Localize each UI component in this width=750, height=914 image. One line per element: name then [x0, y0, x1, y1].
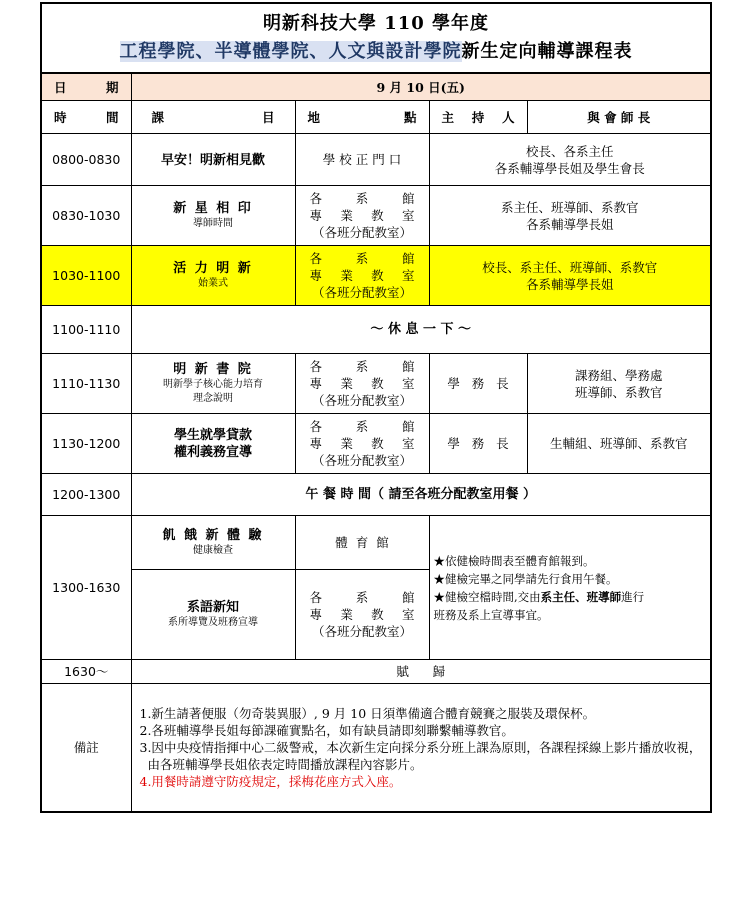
- place-text: 各: [309, 590, 323, 605]
- people-line: 班導師、系教官: [574, 384, 663, 400]
- note-line: 班務及系上宣導事宜。: [433, 607, 549, 622]
- place-text: （各班分配教室）: [311, 393, 412, 408]
- course-name: 早安！明新相見歡: [160, 152, 265, 168]
- host-cell: 學 務 長: [429, 414, 527, 474]
- place-text: 系: [355, 251, 369, 266]
- place-text: 室: [401, 268, 415, 283]
- header-row: [41, 101, 711, 134]
- place-cell: [295, 570, 429, 660]
- remarks-content: [131, 684, 711, 812]
- course-sub: 始業式: [198, 278, 228, 289]
- people-cell: [429, 186, 711, 246]
- header-course: 課: [151, 109, 165, 125]
- place-text: 館: [401, 251, 415, 266]
- people-cell: [429, 134, 711, 186]
- time-cell: 1110-1130: [41, 354, 131, 414]
- place-text: 教: [371, 607, 384, 622]
- place-text: 室: [401, 376, 415, 391]
- place-cell: [295, 246, 429, 306]
- table-row-highlighted: [41, 246, 711, 306]
- place-text: （各班分配教室）: [311, 225, 412, 240]
- time-cell: 1630～: [41, 660, 131, 684]
- place-text: 教: [371, 376, 384, 391]
- place-text: （各班分配教室）: [311, 624, 412, 639]
- dismiss-cell: 賦 歸: [131, 660, 711, 684]
- header-time: 間: [105, 109, 119, 125]
- break-cell: ～ 休 息 一 下 ～: [131, 306, 711, 354]
- place-text: 業: [340, 268, 353, 283]
- date-value: 9 月 10 日(五): [131, 73, 711, 101]
- table-row: [41, 516, 711, 570]
- note-text: 進行: [621, 589, 645, 604]
- course-sub: 導師時間: [193, 218, 233, 229]
- place-text: 館: [401, 359, 415, 374]
- time-cell: 1130-1200: [41, 414, 131, 474]
- header-host: 人: [501, 109, 515, 125]
- place-text: 各: [309, 419, 323, 434]
- remark-item: 3.因中央疫情指揮中心二級警戒，本次新生定向採分系分班上課為原則，各課程採線上影片播放收視，由各班輔導學長姐依表定時間播放課程內容影片。: [139, 739, 702, 772]
- course-name: 活 力 明 新: [173, 261, 253, 276]
- checkup-notes: [429, 516, 711, 660]
- note-line: [434, 588, 707, 606]
- place-text: 系: [355, 359, 369, 374]
- header-place: 點: [403, 109, 417, 125]
- header-time: 時: [54, 109, 67, 125]
- time-cell: 1030-1100: [41, 246, 131, 306]
- place-text: 館: [401, 590, 415, 605]
- date-label: 日: [54, 79, 67, 95]
- header-place: 地: [307, 109, 321, 125]
- place-text: 教: [371, 436, 384, 451]
- table-row: [41, 474, 711, 516]
- table-row: [41, 660, 711, 684]
- header-guests: 與 會 師 長: [527, 101, 711, 134]
- note-emphasis: 系主任、班導師: [540, 589, 622, 604]
- course-name: 新 星 相 印: [173, 201, 253, 216]
- place-text: （各班分配教室）: [311, 453, 412, 468]
- page-subtitle: [42, 38, 710, 66]
- place-text: 專: [309, 376, 323, 391]
- place-text: 專: [309, 436, 323, 451]
- subtitle-rest: 新生定向輔導課程表: [461, 41, 633, 62]
- time-cell: 1100-1110: [41, 306, 131, 354]
- date-row: [41, 73, 711, 101]
- course-sub: 系所導覽及班務宣導: [168, 617, 258, 628]
- note-line: ★依健檢時間表至體育館報到。: [433, 553, 595, 568]
- place-text: 業: [340, 436, 353, 451]
- course-name: 學生就學貸款: [173, 427, 252, 443]
- lunch-cell: 午 餐 時 間（ 請至各班分配教室用餐 ）: [131, 474, 711, 516]
- place-cell: [295, 186, 429, 246]
- people-line: 各系輔導學長姐及學生會長: [494, 160, 645, 176]
- people-line: 課務組、學務處: [574, 367, 663, 383]
- place-text: 館: [401, 419, 415, 434]
- people-cell: [429, 246, 711, 306]
- place-text: 專: [309, 208, 323, 223]
- subtitle-colleges: 工程學院、半導體學院、人文與設計學院: [119, 41, 462, 62]
- course-name: 明 新 書 院: [173, 362, 253, 377]
- people-line: 校長、系主任、班導師、系教官: [482, 259, 658, 275]
- time-cell: 0800-0830: [41, 134, 131, 186]
- time-cell: 0830-1030: [41, 186, 131, 246]
- place-text: 各: [309, 359, 323, 374]
- place-cell: [295, 414, 429, 474]
- remarks-label: 備註: [41, 684, 131, 812]
- place-text: 教: [371, 208, 384, 223]
- place-text: 專: [309, 607, 323, 622]
- guests-cell: [527, 354, 711, 414]
- title-row: [41, 3, 711, 73]
- people-line: 系主任、班導師、系教官: [500, 199, 639, 215]
- place-text: 業: [340, 376, 353, 391]
- place-text: 教: [371, 268, 384, 283]
- remark-item: 2.各班輔導學長姐每節課確實點名，如有缺員請即刻聯繫輔導教官。: [139, 722, 514, 738]
- date-label: 期: [105, 79, 119, 95]
- people-line: 各系輔導學長姐: [525, 216, 614, 232]
- place-text: 館: [401, 191, 415, 206]
- place-text: 業: [340, 607, 353, 622]
- course-name: 系語新知: [186, 600, 239, 615]
- schedule-sheet: [40, 2, 710, 813]
- place-cell: 學 校 正 門 口: [295, 134, 429, 186]
- guests-cell: 生輔組、班導師、系教官: [527, 414, 711, 474]
- place-text: 室: [401, 436, 415, 451]
- course-sub: 明新學子核心能力培育: [163, 379, 263, 390]
- header-course: 目: [261, 109, 275, 125]
- page-title: 明新科技大學 110 學年度: [262, 13, 490, 34]
- course-name: 飢 餓 新 體 驗: [162, 528, 264, 543]
- table-row: [41, 354, 711, 414]
- place-text: 各: [309, 191, 323, 206]
- table-row: [41, 134, 711, 186]
- place-text: 系: [355, 590, 369, 605]
- host-cell: 學 務 長: [429, 354, 527, 414]
- place-text: （各班分配教室）: [311, 285, 412, 300]
- remark-item: 1.新生請著便服（勿奇裝異服）, 9 月 10 日須準備適合體育競賽之服裝及環保杯。: [139, 705, 596, 721]
- people-line: 校長、各系主任: [525, 143, 614, 159]
- course-name: 權利義務宣導: [173, 444, 252, 460]
- place-text: 專: [309, 268, 323, 283]
- note-text: ★健檢空檔時間,交由: [433, 589, 541, 604]
- place-text: 室: [401, 607, 415, 622]
- table-row: [41, 306, 711, 354]
- time-cell: 1300-1630: [41, 516, 131, 660]
- note-line: ★健檢完畢之同學請先行食用午餐。: [433, 571, 618, 586]
- place-cell: 體 育 館: [295, 516, 429, 570]
- course-sub: 健康檢查: [193, 545, 233, 556]
- place-text: 系: [355, 191, 369, 206]
- table-row: [41, 186, 711, 246]
- remarks-row: [41, 684, 711, 812]
- course-sub: 理念說明: [193, 393, 233, 404]
- schedule-table: [40, 2, 712, 813]
- place-text: 業: [340, 208, 353, 223]
- remark-item: 4.用餐時請遵守防疫規定，採梅花座方式入座。: [139, 773, 402, 789]
- header-host: 持: [471, 109, 485, 125]
- place-text: 系: [355, 419, 369, 434]
- header-host: 主: [441, 109, 455, 125]
- time-cell: 1200-1300: [41, 474, 131, 516]
- people-line: 各系輔導學長姐: [525, 276, 614, 292]
- place-cell: [295, 354, 429, 414]
- table-row: [41, 414, 711, 474]
- place-text: 各: [309, 251, 323, 266]
- place-text: 室: [401, 208, 415, 223]
